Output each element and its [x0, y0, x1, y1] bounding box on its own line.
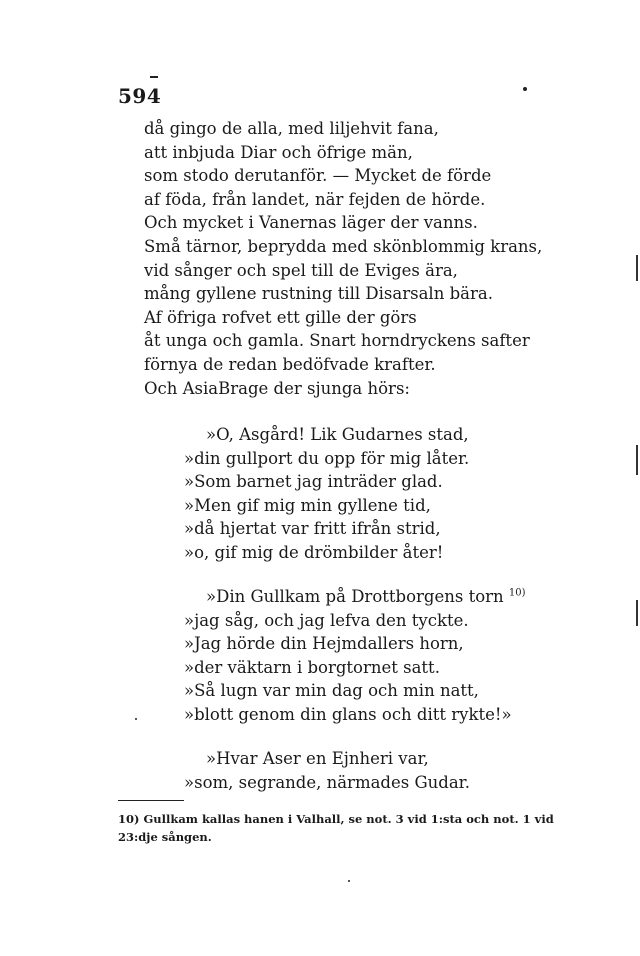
verse-line: »Jag hörde din Hejmdallers horn,	[184, 634, 464, 654]
verse-line: »som, segrande, närmades Gudar.	[184, 772, 470, 792]
verse-line: »din gullport du opp för mig låter.	[184, 448, 470, 468]
verse-line: Och AsiaBrage der sjunga hörs:	[144, 378, 410, 398]
print-speck	[348, 880, 350, 882]
footnote-text: 10) Gullkam kallas hanen i Valhall, se not. 3 vid 1:sta och not. 1 vid 23:dje sången.	[118, 812, 554, 844]
verse-line: »Men gif mig min gyllene tid,	[184, 495, 431, 515]
song-stanza-3	[184, 747, 470, 794]
verse-line: åt unga och gamla. Snart horndryckens safter	[144, 331, 530, 351]
verse-line: då gingo de alla, med liljehvit fana,	[144, 119, 439, 138]
verse-line: mång gyllene rustning till Disarsaln bära.	[144, 284, 493, 304]
scan-edge-mark	[636, 600, 638, 626]
verse-line: Små tärnor, beprydda med skönblommig krans,	[144, 236, 543, 256]
verse-line: »Hvar Aser en Ejnheri var,	[206, 749, 429, 768]
song-stanza-2	[184, 585, 526, 727]
verse-line: »blott genom din glans och ditt rykte!»	[184, 704, 512, 724]
verse-line: »O, Asgård! Lik Gudarnes stad,	[206, 425, 469, 444]
verse-line: »Som barnet jag inträder glad.	[184, 472, 443, 492]
verse-line: Och mycket i Vanernas läger der vanns.	[144, 213, 478, 233]
verse-line: »der väktarn i borgtornet satt.	[184, 657, 440, 677]
print-dash-mark	[150, 76, 158, 78]
verse-line: Af öfriga rofvet ett gille der görs	[144, 307, 417, 327]
verse-line: som stodo derutanför. — Mycket de förde	[144, 166, 492, 186]
song-stanza-1	[184, 423, 469, 565]
verse-line: »Så lugn var min dag och min natt,	[184, 681, 479, 701]
page-number: 594	[118, 84, 162, 108]
verse-line: af föda, från landet, när fejden de hörde.	[144, 189, 486, 209]
verse-line: »jag såg, och jag lefva den tyckte.	[184, 610, 469, 630]
footnote-divider	[118, 800, 184, 801]
print-speck	[135, 718, 137, 720]
verse-line: vid sånger och spel till de Eviges ära,	[144, 260, 458, 280]
scan-edge-mark	[636, 445, 638, 475]
verse-line: att inbjuda Diar och öfrige män,	[144, 142, 413, 162]
verse-line-text: »Din Gullkam på Drottborgens torn	[206, 587, 504, 606]
footnote-reference[interactable]: 10)	[508, 587, 526, 599]
scan-edge-mark	[636, 255, 638, 281]
verse-line: »o, gif mig de drömbilder åter!	[184, 542, 444, 562]
intro-verse-block	[144, 117, 542, 400]
verse-line	[184, 585, 526, 609]
print-speck	[523, 87, 527, 91]
verse-line: förnya de redan bedöfvade krafter.	[144, 354, 436, 374]
verse-line: »då hjertat var fritt ifrån strid,	[184, 519, 441, 539]
